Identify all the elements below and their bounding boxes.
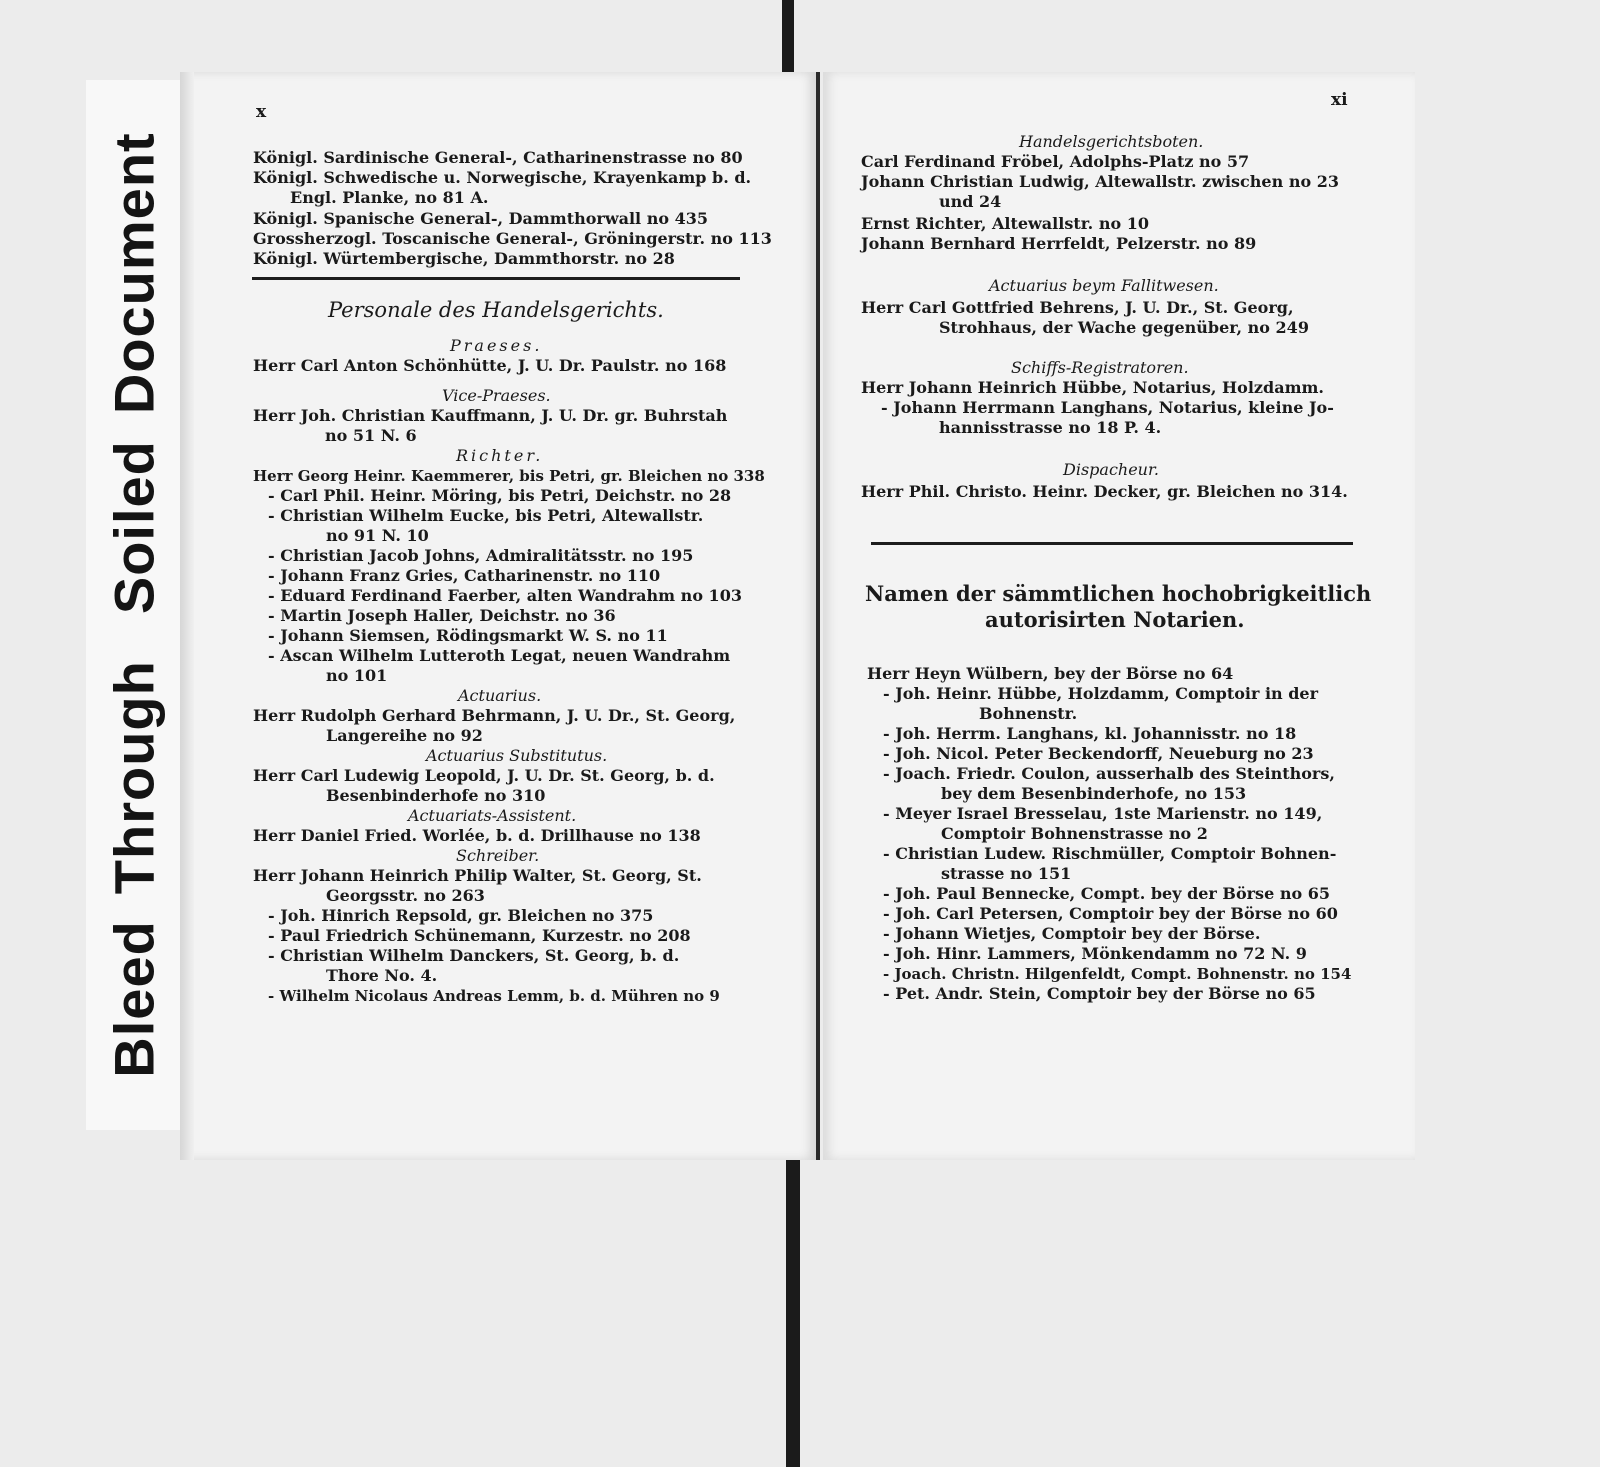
text-line: - Meyer Israel Bresselau, 1ste Marienstr. no 149, (883, 804, 1323, 823)
text-line: hannisstrasse no 18 P. 4. (939, 418, 1162, 437)
text-line: - Martin Joseph Haller, Deichstr. no 36 (268, 606, 616, 625)
role-heading: Actuarius. (458, 686, 542, 705)
text-line: - Carl Phil. Heinr. Möring, bis Petri, Deichstr. no 28 (268, 486, 732, 505)
stamp-word: Soiled (102, 440, 166, 615)
text-line: Johann Bernhard Herrfeldt, Pelzerstr. no 89 (861, 234, 1257, 253)
role-heading: Praeses. (450, 336, 543, 355)
text-line: no 91 N. 10 (326, 526, 429, 545)
text-line: - Joach. Friedr. Coulon, ausserhalb des Steinthors, (883, 764, 1335, 783)
text-line: Comptoir Bohnenstrasse no 2 (941, 824, 1208, 843)
role-heading: Richter. (456, 446, 544, 465)
text-line: - Johann Herrmann Langhans, Notarius, kleine Jo- (881, 398, 1334, 417)
text-line: Königl. Sardinische General-, Catharinenstrasse no 80 (253, 148, 743, 167)
text-line: Georgsstr. no 263 (326, 886, 485, 905)
text-line: Carl Ferdinand Fröbel, Adolphs-Platz no 57 (861, 152, 1250, 171)
stamp-word: Through (102, 660, 166, 895)
text-line: Grossherzogl. Toscanische General-, Gröningerstr. no 113 (253, 229, 772, 248)
text-line: - Christian Wilhelm Eucke, bis Petri, Altewallstr. (268, 506, 704, 525)
text-line: Bohnenstr. (979, 704, 1078, 723)
text-line: no 101 (326, 666, 388, 685)
text-line: - Joh. Herrm. Langhans, kl. Johannisstr. no 18 (883, 724, 1297, 743)
text-line: Herr Phil. Christo. Heinr. Decker, gr. Bleichen no 314. (861, 482, 1348, 501)
text-line: Ernst Richter, Altewallstr. no 10 (861, 214, 1149, 233)
archive-stamp (86, 80, 182, 1130)
role-heading: Actuariats-Assistent. (408, 806, 577, 825)
text-line: Herr Georg Heinr. Kaemmerer, bis Petri, gr. Bleichen no 338 (253, 467, 765, 485)
text-line: - Pet. Andr. Stein, Comptoir bey der Börse no 65 (883, 984, 1316, 1003)
text-line: - Wilhelm Nicolaus Andreas Lemm, b. d. Mühren no 9 (268, 987, 720, 1005)
text-line: strasse no 151 (941, 864, 1072, 883)
text-line: Johann Christian Ludwig, Altewallstr. zwischen no 23 (861, 172, 1339, 191)
text-line: - Johann Franz Gries, Catharinenstr. no 110 (268, 566, 661, 585)
text-line: - Christian Jacob Johns, Admiralitätsstr. no 195 (268, 546, 694, 565)
divider (871, 542, 1353, 545)
text-line: - Joach. Christn. Hilgenfeldt, Compt. Bohnenstr. no 154 (883, 965, 1352, 983)
right-page (823, 72, 1415, 1160)
text-line: - Joh. Hinr. Lammers, Mönkendamm no 72 N. 9 (883, 944, 1307, 963)
text-line: Königl. Schwedische u. Norwegische, Krayenkamp b. d. (253, 168, 752, 187)
text-line: - Joh. Heinr. Hübbe, Holzdamm, Comptoir in der (883, 684, 1319, 703)
text-line: Königl. Würtembergische, Dammthorstr. no 28 (253, 249, 675, 268)
text-line: Königl. Spanische General-, Dammthorwall no 435 (253, 209, 708, 228)
text-line: - Ascan Wilhelm Lutteroth Legat, neuen Wandrahm (268, 646, 731, 665)
text-line: - Joh. Nicol. Peter Beckendorff, Neueburg no 23 (883, 744, 1314, 763)
text-line: Strohhaus, der Wache gegenüber, no 249 (939, 318, 1309, 337)
text-line: - Paul Friedrich Schünemann, Kurzestr. no 208 (268, 926, 691, 945)
page-number: x (256, 102, 267, 122)
role-heading: Dispacheur. (1063, 460, 1159, 479)
text-line: und 24 (939, 192, 1002, 211)
text-line: Herr Heyn Wülbern, bey der Börse no 64 (867, 664, 1234, 683)
text-line: Engl. Planke, no 81 A. (290, 188, 489, 207)
book-spine-bottom (786, 1150, 800, 1467)
role-heading: Vice-Praeses. (442, 386, 551, 405)
role-heading: Actuarius Substitutus. (426, 746, 608, 765)
text-line: Langereihe no 92 (326, 726, 483, 745)
role-heading: Actuarius beym Fallitwesen. (989, 276, 1219, 295)
text-line: - Eduard Ferdinand Faerber, alten Wandrahm no 103 (268, 586, 742, 605)
text-line: Thore No. 4. (326, 966, 438, 985)
section-title: Namen der sämmtlichen hochobrigkeitlich (865, 581, 1372, 606)
divider (252, 277, 740, 280)
text-line: - Christian Wilhelm Danckers, St. Georg, b. d. (268, 946, 680, 965)
text-line: - Johann Wietjes, Comptoir bey der Börse. (883, 924, 1261, 943)
page-edge (180, 72, 194, 1160)
section-title: autorisirten Notarien. (985, 607, 1245, 632)
page-number: xi (1331, 90, 1348, 110)
section-title: Personale des Handelsgerichts. (328, 298, 664, 322)
text-line: - Christian Ludew. Rischmüller, Comptoir Bohnen- (883, 844, 1337, 863)
text-line: Herr Johann Heinrich Philip Walter, St. Georg, St. (253, 866, 702, 885)
stamp-text (102, 132, 167, 1077)
text-line: - Johann Siemsen, Rödingsmarkt W. S. no 11 (268, 626, 668, 645)
text-line: Herr Carl Anton Schönhütte, J. U. Dr. Paulstr. no 168 (253, 356, 727, 375)
text-line: Herr Carl Ludewig Leopold, J. U. Dr. St. Georg, b. d. (253, 766, 715, 785)
role-heading: Schreiber. (456, 846, 540, 865)
text-line: Besenbinderhofe no 310 (326, 786, 546, 805)
text-line: no 51 N. 6 (325, 426, 417, 445)
text-line: Herr Johann Heinrich Hübbe, Notarius, Holzdamm. (861, 378, 1324, 397)
role-heading: Handelsgerichtsboten. (1019, 132, 1204, 151)
text-line: Herr Carl Gottfried Behrens, J. U. Dr., St. Georg, (861, 298, 1294, 317)
book-spine-top (782, 0, 794, 78)
text-line: bey dem Besenbinderhofe, no 153 (941, 784, 1247, 803)
text-line: - Joh. Hinrich Repsold, gr. Bleichen no 375 (268, 906, 654, 925)
text-line: Herr Daniel Fried. Worlée, b. d. Drillhause no 138 (253, 826, 701, 845)
text-line: Herr Rudolph Gerhard Behrmann, J. U. Dr., St. Georg, (253, 706, 736, 725)
text-line: - Joh. Carl Petersen, Comptoir bey der Börse no 60 (883, 904, 1338, 923)
text-line: Herr Joh. Christian Kauffmann, J. U. Dr. gr. Buhrstah (253, 406, 728, 425)
stamp-word: Bleed (102, 920, 166, 1078)
left-page (180, 72, 820, 1160)
text-line: - Joh. Paul Bennecke, Compt. bey der Börse no 65 (883, 884, 1330, 903)
stamp-word: Document (102, 132, 166, 415)
role-heading: Schiffs-Registratoren. (1011, 358, 1189, 377)
